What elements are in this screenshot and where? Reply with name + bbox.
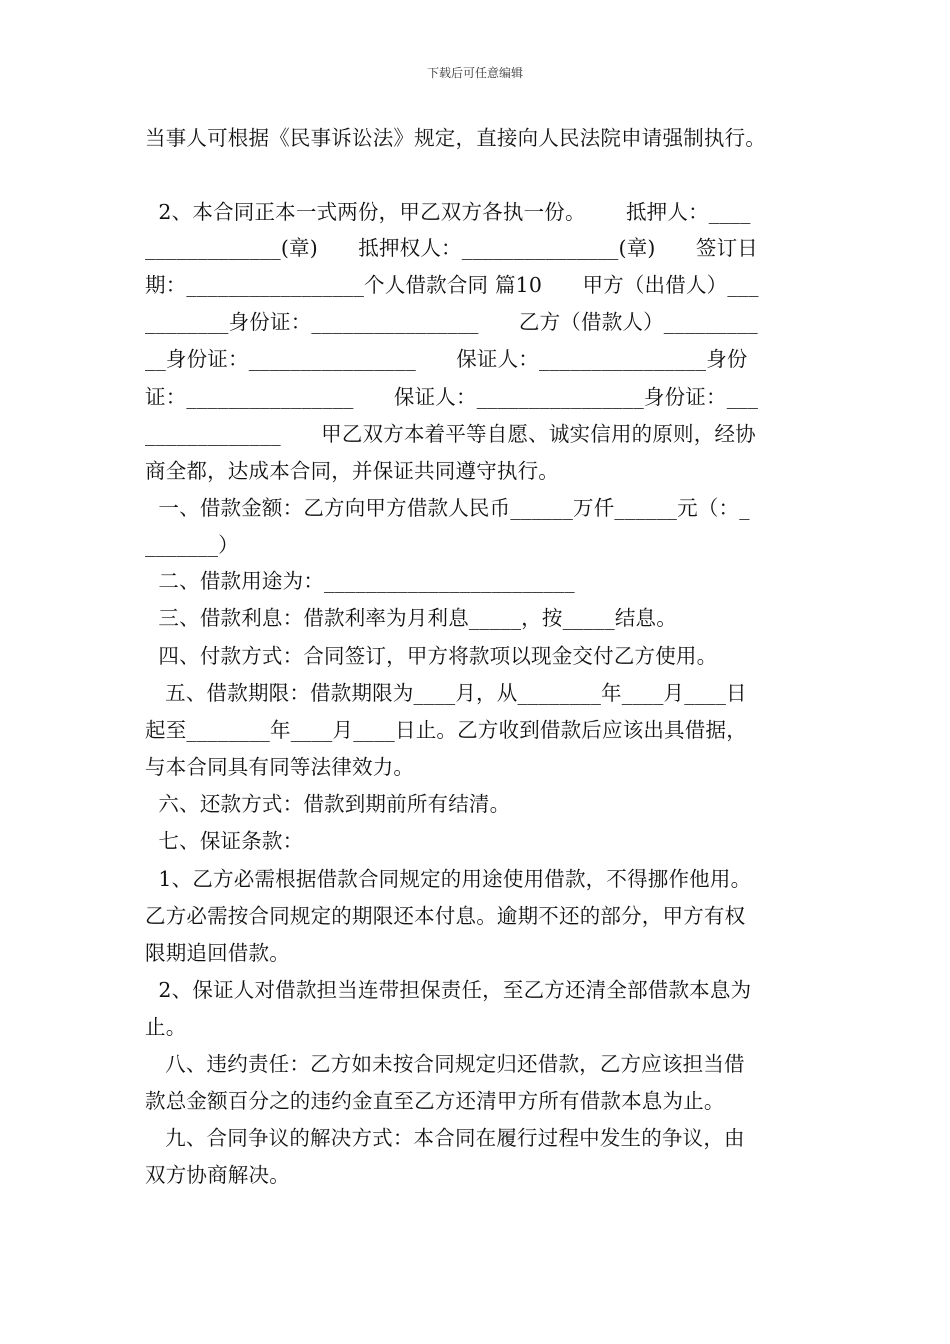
body-line: 与本合同具有同等法律效力。 — [145, 755, 415, 779]
body-line: 起至________年____月____日止。乙方收到借款后应该出具借据， — [145, 718, 747, 742]
body-line: ________身份证：________________ 乙方（借款人）_________ — [145, 310, 758, 334]
body-line: 2、本合同正本一式两份，甲乙双方各执一份。 抵押人：____ — [145, 200, 751, 224]
body-line: 款总金额百分之的违约金直至乙方还清甲方所有借款本息为止。 — [145, 1089, 725, 1113]
body-line: 乙方必需按合同规定的期限还本付息。逾期不还的部分，甲方有权 — [145, 904, 746, 928]
body-line: 三、借款利息：借款利率为月利息_____，按_____结息。 — [145, 606, 677, 630]
page-header: 下载后可任意编辑 — [426, 66, 523, 80]
body-line: _____________ 甲乙双方本着平等自愿、诚实信用的原则，经协 — [145, 422, 756, 446]
body-line: 八、违约责任：乙方如未按合同规定归还借款，乙方应该担当借 — [145, 1052, 745, 1076]
body-line: 2、保证人对借款担当连带担保责任，至乙方还清全部借款本息为 — [145, 978, 752, 1002]
body-line: 一、借款金额：乙方向甲方借款人民币______万仟______元（：_ — [145, 496, 750, 520]
body-line: 证：________________ 保证人：________________身份证：___ — [145, 385, 759, 409]
body-line: _____________(章) 抵押权人：_______________(章) 签订日 — [145, 236, 758, 260]
body-line: 九、合同争议的解决方式：本合同在履行过程中发生的争议，由 — [145, 1126, 745, 1150]
body-line: _______） — [145, 533, 239, 557]
body-line: 商全都，达成本合同，并保证共同遵守执行。 — [145, 459, 559, 483]
body-line: __身份证：________________ 保证人：________________身份 — [145, 347, 748, 371]
body-line: 四、付款方式：合同签订，甲方将款项以现金交付乙方使用。 — [145, 644, 718, 668]
body-line: 止。 — [145, 1015, 187, 1039]
body-line: 二、借款用途为：________________________ — [145, 569, 575, 593]
body-line: 七、保证条款： — [145, 829, 304, 853]
body-line: 六、还款方式：借款到期前所有结清。 — [145, 792, 511, 816]
body-line: 限期追回借款。 — [145, 941, 290, 965]
body-line: 当事人可根据《民事诉讼法》规定，直接向人民法院申请强制执行。 — [145, 126, 766, 150]
body-line: 五、借款期限：借款期限为____月，从________年____月____日 — [145, 681, 747, 705]
body-line: 双方协商解决。 — [145, 1163, 290, 1187]
body-line: 期：_________________个人借款合同 篇10 甲方（出借人）___ — [145, 273, 759, 297]
body-line: 1、乙方必需根据借款合同规定的用途使用借款，不得挪作他用。 — [145, 867, 752, 891]
